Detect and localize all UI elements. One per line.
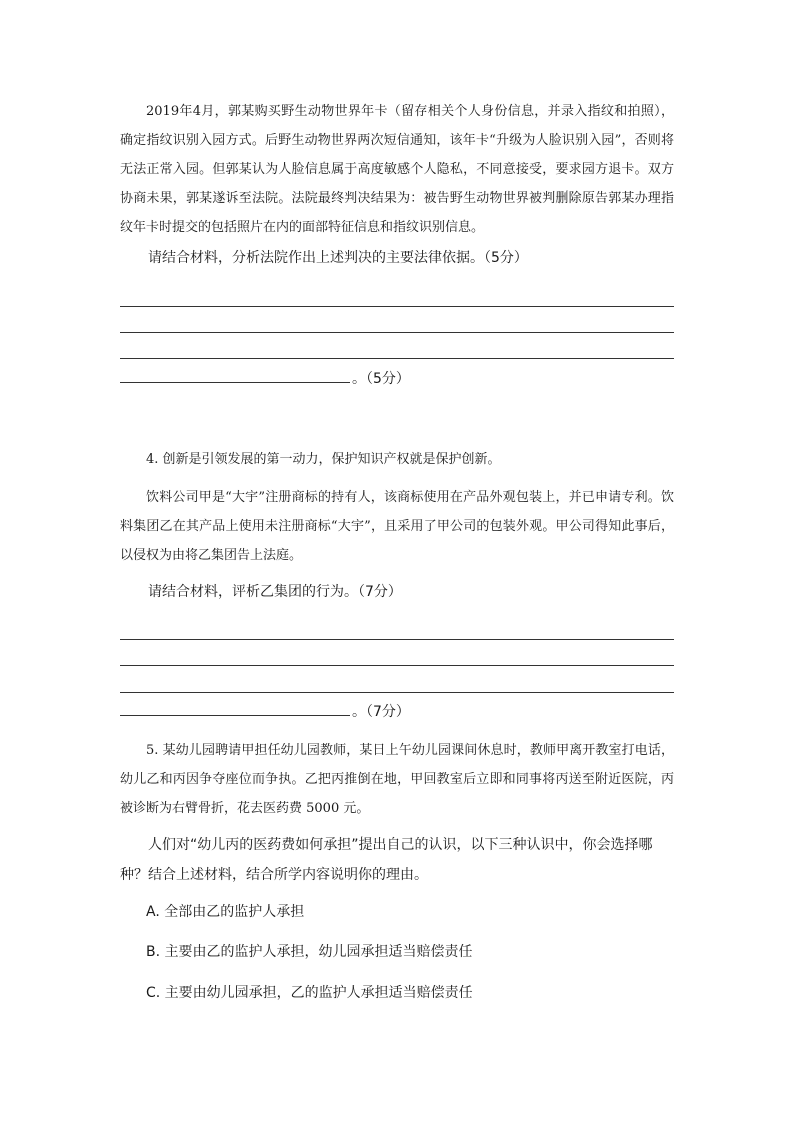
- choice-c: C. 主要由幼儿园承担，乙的监护人承担适当赔偿责任: [146, 985, 473, 1001]
- q4-answer-line-2[interactable]: [120, 665, 674, 666]
- q4-answer-blank[interactable]: [120, 703, 350, 716]
- choice-a: A. 全部由乙的监护人承担: [146, 904, 305, 920]
- q4-intro: 4. 创新是引领发展的第一动力，保护知识产权就是保护创新。: [146, 452, 501, 467]
- q3-answer-line-2[interactable]: [120, 332, 674, 333]
- q4-material: 饮料公司甲是“大宇”注册商标的持有人，该商标使用在产品外观包装上，并已申请专利。饮料集团乙在其产品上使用未注册商标“大宇”，且采用了甲公司的包装外观。甲公司得知此事后，以侵权为由将乙集团告上法庭。: [120, 490, 674, 563]
- q4-score-note: 。（7分）: [352, 704, 410, 720]
- q3-answer-blank[interactable]: [120, 370, 350, 383]
- q3-answer-last-line: [120, 369, 410, 389]
- q3-material: 2019年4月，郭某购买野生动物世界年卡（留存相关个人身份信息，并录入指纹和拍照），确定指纹识别入园方式。后野生动物世界两次短信通知，该年卡“升级为人脸识别入园”，否则将无法正常入园。但郭某认为人脸信息属于高度敏感个人隐私，不同意接受，要求园方退卡。双方协商未果，郭某遂诉至法院。法院最终判决结果为：被告野生动物世界被判删除原告郭某办理指纹年卡时提交的包括照片在内的面部特征信息和指纹识别信息。: [120, 104, 674, 235]
- q3-answer-line-1[interactable]: [120, 306, 674, 307]
- q4-prompt: 请结合材料，评析乙集团的行为。（7分）: [148, 584, 402, 600]
- choice-b: B. 主要由乙的监护人承担，幼儿园承担适当赔偿责任: [146, 944, 473, 960]
- q4-answer-last-line: [120, 702, 410, 722]
- q3-answer-line-3[interactable]: [120, 358, 674, 359]
- q3-prompt: 请结合材料，分析法院作出上述判决的主要法律依据。（5分）: [148, 250, 528, 266]
- q3-score-note: 。（5分）: [352, 371, 410, 387]
- q5-prompt: 人们对“幼儿丙的医药费如何承担”提出自己的认识，以下三种认识中，你会选择哪种？结合上述材料，结合所学内容说明你的理由。: [120, 837, 653, 883]
- q4-answer-line-3[interactable]: [120, 692, 674, 693]
- q4-answer-line-1[interactable]: [120, 639, 674, 640]
- q5-material: 5. 某幼儿园聘请甲担任幼儿园教师，某日上午幼儿园课间休息时，教师甲离开教室打电话，幼儿乙和丙因争夺座位而争执。乙把丙推倒在地，甲回教室后立即和同事将丙送至附近医院，丙被诊断为右臂骨折，花去医药费 5000 元。: [120, 743, 674, 816]
